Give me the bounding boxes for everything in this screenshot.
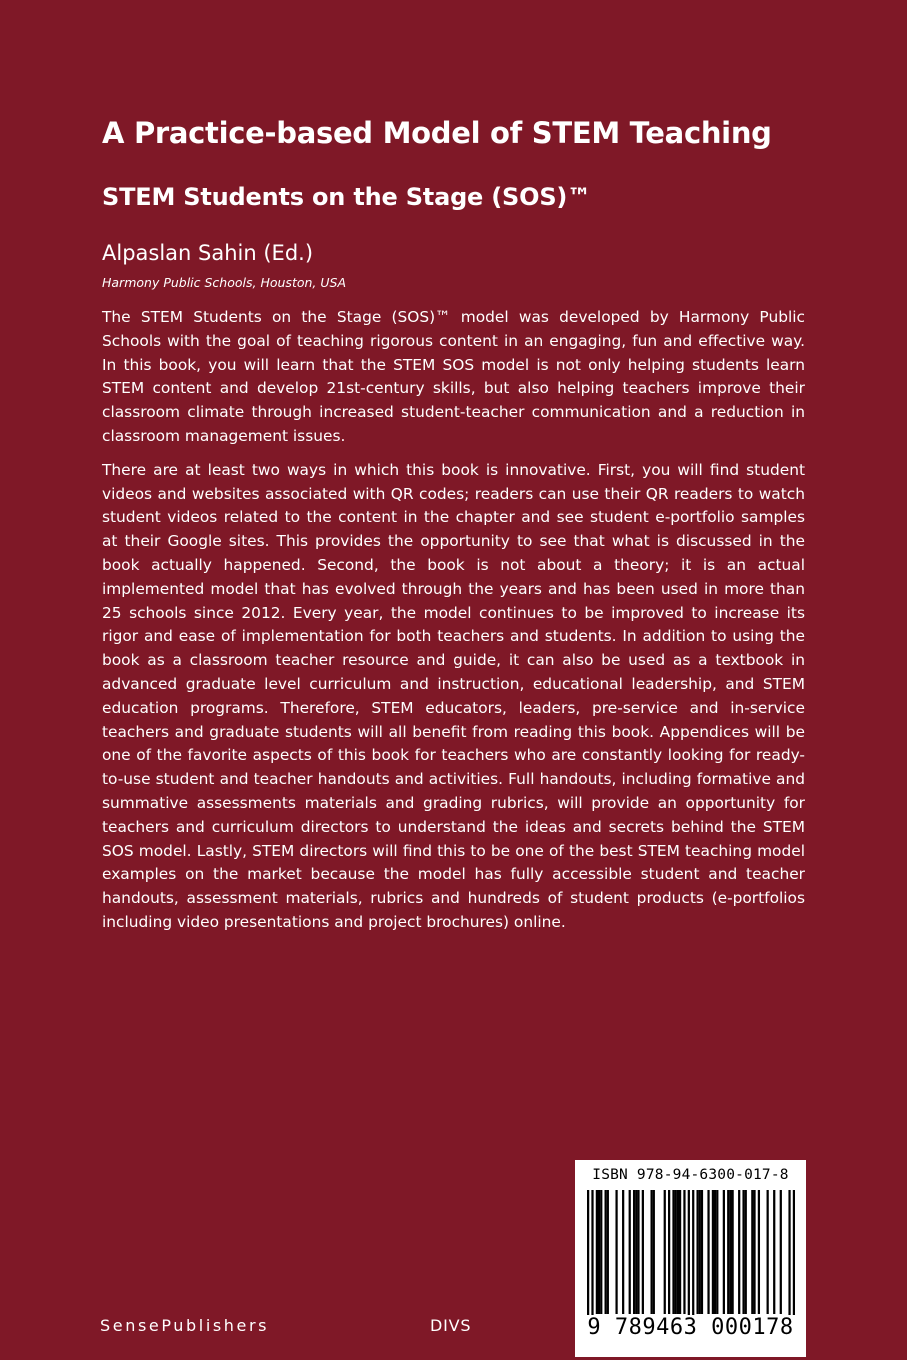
barcode-bar bbox=[727, 1190, 729, 1314]
barcode-bar bbox=[605, 1190, 607, 1314]
author-name: Alpaslan Sahin (Ed.) bbox=[102, 241, 314, 265]
barcode-bar bbox=[707, 1190, 709, 1314]
barcode-bar bbox=[788, 1190, 790, 1320]
barcode-bar bbox=[683, 1190, 685, 1314]
barcode-bar bbox=[677, 1190, 679, 1314]
isbn-barcode bbox=[575, 1160, 806, 1357]
barcode-bar bbox=[714, 1190, 716, 1314]
book-title: A Practice-based Model of STEM Teaching bbox=[102, 116, 772, 150]
barcode-bar bbox=[729, 1190, 731, 1314]
author-affiliation: Harmony Public Schools, Houston, USA bbox=[102, 275, 346, 290]
description-paragraph-1: The STEM Students on the Stage (SOS)™ model was developed by Harmony Public Schools with the goal of teaching rigorous content in an engaging, fun and effective way. In this book, you will learn that the STEM SOS model is not only helping students learn STEM content and develop 21st-century skills, but also helping teachers improve their classroom climate through increased student-teacher communication and a reduction in classroom management issues. bbox=[102, 308, 805, 445]
barcode-bar bbox=[679, 1190, 681, 1314]
barcode-bar bbox=[664, 1190, 666, 1314]
barcode-bar bbox=[622, 1190, 624, 1314]
barcode-bar bbox=[637, 1190, 639, 1314]
barcode-bar bbox=[723, 1190, 725, 1314]
barcode-bar bbox=[629, 1190, 631, 1314]
barcode-bar bbox=[716, 1190, 718, 1314]
barcode-bar bbox=[607, 1190, 609, 1314]
barcode-bar bbox=[633, 1190, 635, 1314]
barcode-bar bbox=[738, 1190, 740, 1314]
barcode-bar bbox=[587, 1190, 589, 1320]
barcode-bar bbox=[692, 1190, 694, 1320]
barcode-bar bbox=[675, 1190, 677, 1314]
barcode-bar bbox=[701, 1190, 703, 1314]
barcode-bar bbox=[600, 1190, 602, 1314]
barcode-bar bbox=[742, 1190, 744, 1314]
barcode-bar bbox=[650, 1190, 652, 1314]
book-description bbox=[102, 306, 805, 945]
barcode-bar bbox=[642, 1190, 644, 1314]
series-name: DIVS bbox=[430, 1316, 472, 1335]
barcode-bar bbox=[653, 1190, 655, 1314]
barcode-bar bbox=[767, 1190, 769, 1314]
barcode-bar bbox=[615, 1190, 617, 1314]
barcode-digits: 9 789463 000178 bbox=[587, 1315, 794, 1340]
barcode-bar bbox=[745, 1190, 747, 1314]
barcode-bar bbox=[688, 1190, 690, 1320]
book-subtitle: STEM Students on the Stage (SOS)™ bbox=[102, 183, 591, 211]
barcode-bar bbox=[696, 1190, 698, 1314]
barcode-bar bbox=[668, 1190, 670, 1314]
isbn-label: ISBN 978-94-6300-017-8 bbox=[592, 1167, 789, 1183]
barcode-bar bbox=[699, 1190, 701, 1314]
barcode-bar bbox=[780, 1190, 782, 1314]
barcode-bars bbox=[587, 1190, 795, 1320]
barcode-bar bbox=[773, 1190, 775, 1314]
barcode-bar bbox=[793, 1190, 795, 1320]
barcode-bar bbox=[635, 1190, 637, 1314]
barcode-bar bbox=[598, 1190, 600, 1314]
barcode-bar bbox=[732, 1190, 734, 1314]
description-paragraph-2: There are at least two ways in which this book is innovative. First, you will find student videos and websites associated with QR codes; readers can use their QR readers to watch student videos related to the content in the chapter and see student e-portfolio samples at their Google sites. This provides the opportunity to see that what is discussed in the book actually happened. Second, the book is not about a theory; it is an actual implemented model that has evolved through the years and has been used in more than 25 schools since 2012. Every year, the model continues to be improved to increase its rigor and ease of implementation for both teachers and students. In addition to using the book as a classroom teacher resource and guide, it can also be used as a textbook in advanced graduate level curriculum and instruction, educational leadership, and STEM education programs. Therefore, STEM educators, leaders, pre-service and in-service teachers and graduate students will all benefit from reading this book. Appendices will be one of the favorite aspects of this book for teachers who are constantly looking for ready-to-use student and teacher handouts and activities. Full handouts, including formative and summative assessments materials and grading rubrics, will provide an opportunity for teachers and curriculum directors to understand the ideas and secrets behind the STEM SOS model. Lastly, STEM directors will find this to be one of the best STEM teaching model examples on the market because the model has fully accessible student and teacher handouts, assessment materials, rubrics and hundreds of student products (e-portfolios including video presentations and project brochures) online. bbox=[102, 460, 805, 931]
publisher-name: SensePublishers bbox=[100, 1316, 270, 1335]
barcode-bar bbox=[672, 1190, 674, 1314]
barcode-bar bbox=[753, 1190, 755, 1314]
barcode-bar bbox=[751, 1190, 753, 1314]
barcode-bar bbox=[712, 1190, 714, 1314]
barcode-bar bbox=[591, 1190, 593, 1320]
barcode-bar bbox=[596, 1190, 598, 1314]
barcode-bar bbox=[758, 1190, 760, 1314]
